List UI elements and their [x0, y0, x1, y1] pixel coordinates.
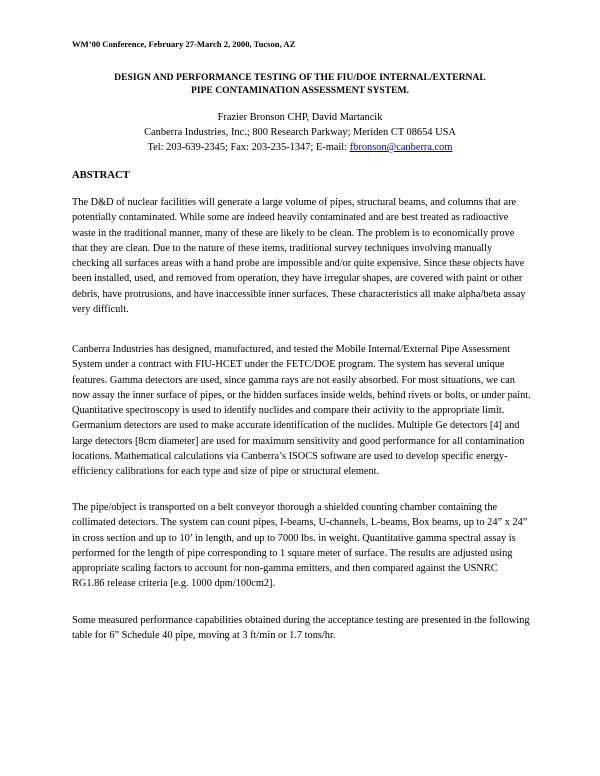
abstract-paragraph-2: Canberra Industries has designed, manufactured, and tested the Mobile Internal/External Pipe Assessment System under a contract with FIU-HCET under the FETC/DOE program. The system has several unique features. Gamma detectors are used, since gamma rays are not easily absorbed. For most situations, we can now assay the inner surface of pipes, or the hidden surfaces inside welds, behind rivets or bolts, or under paint. Quantitative spectroscopy is used to identify nuclides and compare their activity to the appropriate limit. Germanium detectors are used to make accurate identification of the nuclides. Multiple Ge detectors [4] and large detectors [8cm diameter] are used for maximum sensitivity and good performance for all contamination locations. Mathematical calculations via Canberra’s ISOCS software are used to develop specific energy-efficiency calibrations for each type and size of pipe or structural element.	[72, 344, 531, 478]
conference-header: WM’00 Conference, February 27-March 2, 2000, Tucson, AZ	[72, 39, 296, 49]
paper-title	[60, 71, 540, 97]
abstract-paragraph-4: Some measured performance capabilities obtained during the acceptance testing are presented in the following table for 6” Schedule 40 pipe, moving at 3 ft/min or 1.7 tons/hr.	[72, 615, 530, 642]
author-affiliation: Canberra Industries, Inc.; 800 Research Parkway; Meriden CT 08654 USA	[144, 127, 456, 138]
email-link[interactable]: fbronson@canberra.com	[349, 142, 453, 153]
author-names: Frazier Bronson CHP, David Martancik	[217, 112, 383, 123]
abstract-paragraph-1: The D&D of nuclear facilities will generate a large volume of pipes, structural beams, and columns that are potentially contaminated. While some are indeed heavily contaminated and are best treated as radioactive waste in the traditional manner, many of these are likely to be clean. The problem is to economically prove that they are clean. Due to the nature of these items, traditional survey techniques involving manually checking all surfaces areas with a hand probe are impossible and/or quite expensive. Since these objects have been installed, used, and removed from operation, they have irregular shapes, are covered with paint or other debris, have protrusions, and have inaccessible inner surfaces. These characteristics all make alpha/beta assay very difficult.	[72, 197, 526, 316]
title-line-1: DESIGN AND PERFORMANCE TESTING OF THE FIU/DOE INTERNAL/EXTERNAL	[114, 72, 486, 83]
author-contact	[60, 140, 540, 155]
title-line-2: PIPE CONTAMINATION ASSESSMENT SYSTEM.	[190, 85, 410, 96]
abstract-paragraph-3: The pipe/object is transported on a belt conveyor thorough a shielded counting chamber containing the collimated detectors. The system can count pipes, I-beams, U-channels, L-beams, Box beams, up to 24” x 24” in cross section and up to 10’ in length, and up to 7000 lbs. in weight. Quantitative gamma spectral assay is performed for the length of pipe corresponding to 1 square meter of surface. The results are adjusted using appropriate scaling factors to account for non-gamma emitters, and then compared against the USNRC RG1.86 release criteria [e.g. 1000 dpm/100cm2].	[72, 502, 528, 590]
author-block	[60, 110, 540, 155]
contact-details: Tel: 203-639-2345; Fax: 203-235-1347; E-mail:	[147, 142, 348, 153]
abstract-heading: ABSTRACT	[72, 170, 130, 181]
